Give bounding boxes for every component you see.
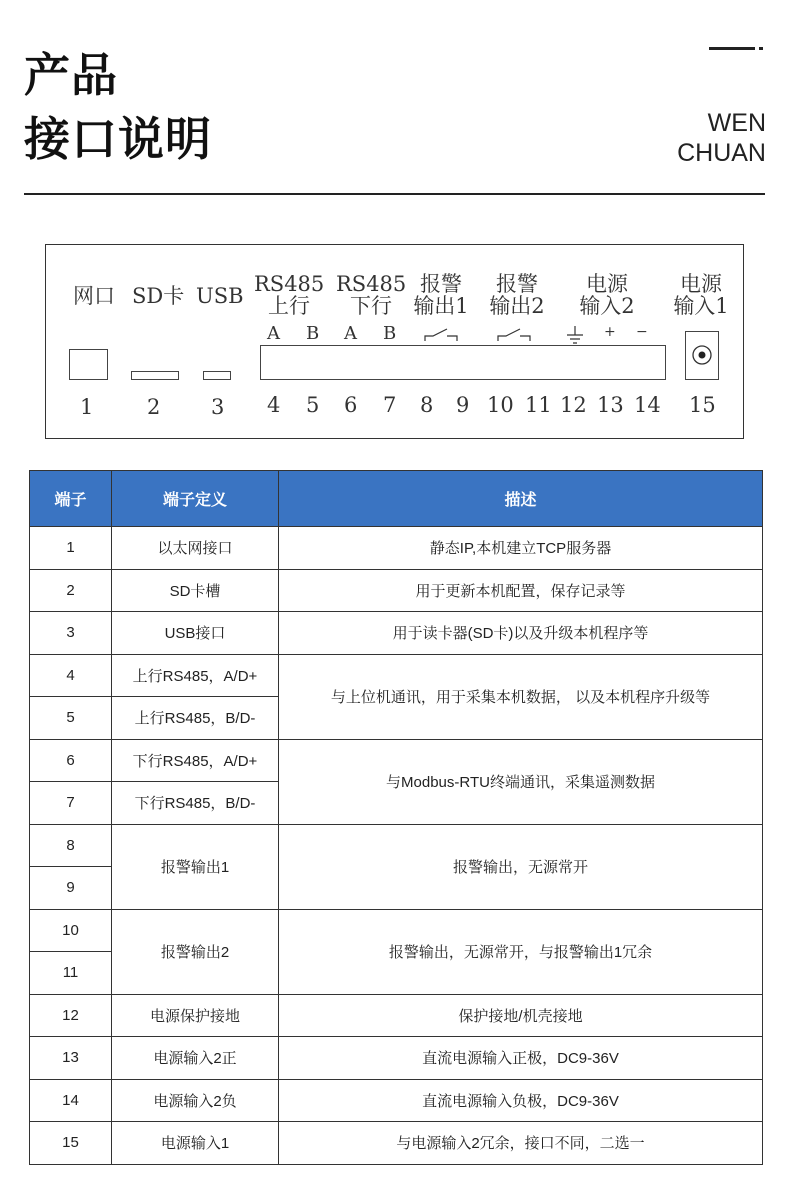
- cell-definition: 以太网接口: [112, 527, 279, 570]
- cell-definition: 下行RS485，A/D+: [112, 739, 279, 782]
- switch-symbol-icon: [423, 325, 465, 343]
- cell-description: 与电源输入2冗余，接口不同，二选一: [279, 1122, 763, 1165]
- label-power2-1: 电源: [586, 272, 628, 296]
- label-power1-1: 电源: [680, 272, 722, 296]
- cell-definition: 电源输入2正: [112, 1037, 279, 1080]
- brand-dot: [759, 47, 763, 50]
- cell-terminal: 5: [30, 697, 112, 740]
- cell-definition: 上行RS485，B/D-: [112, 697, 279, 740]
- terminal-number: 6: [344, 393, 358, 417]
- terminal-number: 15: [689, 393, 716, 417]
- table-row: [30, 527, 763, 570]
- table-row: [30, 909, 763, 952]
- terminal-number: 12: [560, 393, 587, 417]
- label-alarm2-1: 报警: [496, 272, 538, 296]
- cell-description: 保护接地/机壳接地: [279, 994, 763, 1037]
- cell-terminal: 14: [30, 1079, 112, 1122]
- switch-symbol-icon: [496, 325, 538, 343]
- label-usb: USB: [196, 284, 244, 308]
- terminal-number: 4: [267, 393, 281, 417]
- cell-terminal: 1: [30, 527, 112, 570]
- label-alarm1-2: 输出1: [413, 294, 469, 318]
- table-row: [30, 1037, 763, 1080]
- table-row: [30, 1079, 763, 1122]
- label-alarm2-2: 输出2: [489, 294, 545, 318]
- table-row: [30, 569, 763, 612]
- pin-mark-b-up: B: [306, 323, 320, 344]
- ground-icon: [564, 325, 586, 345]
- pin-mark-plus: +: [604, 324, 616, 340]
- cell-definition: USB接口: [112, 612, 279, 655]
- table-row: [30, 824, 763, 867]
- terminal-number: 1: [80, 395, 94, 419]
- interface-table: [29, 470, 763, 1165]
- cell-definition: 下行RS485，B/D-: [112, 782, 279, 825]
- cell-terminal: 15: [30, 1122, 112, 1165]
- interface-panel-diagram: [45, 244, 744, 439]
- cell-description: 用于更新本机配置，保存记录等: [279, 569, 763, 612]
- cell-description: 与Modbus-RTU终端通讯，采集遥测数据: [279, 739, 763, 824]
- cell-definition: 电源保护接地: [112, 994, 279, 1037]
- table-row: [30, 1122, 763, 1165]
- page-title-line2: 接口说明: [24, 112, 212, 166]
- cell-definition: 电源输入2负: [112, 1079, 279, 1122]
- cell-definition: 报警输出2: [112, 909, 279, 994]
- brand-line1: WEN: [707, 109, 766, 137]
- label-rs485-down-1: RS485: [336, 272, 407, 296]
- header-divider: [24, 193, 765, 195]
- cell-definition: 报警输出1: [112, 824, 279, 909]
- terminal-number: 11: [525, 393, 552, 417]
- column-header-terminal: 端子: [30, 471, 112, 527]
- sd-slot: [131, 371, 179, 380]
- terminal-number: 2: [147, 395, 161, 419]
- label-rs485-up-1: RS485: [254, 272, 325, 296]
- label-sd: SD卡: [132, 284, 185, 308]
- cell-description: 静态IP,本机建立TCP服务器: [279, 527, 763, 570]
- pin-mark-a-down: A: [344, 323, 357, 344]
- brand-dash: [709, 47, 755, 50]
- dc-jack: [685, 331, 719, 380]
- cell-terminal: 13: [30, 1037, 112, 1080]
- table-row: [30, 739, 763, 782]
- label-power1-2: 输入1: [673, 294, 729, 318]
- label-lan: 网口: [73, 284, 115, 308]
- brand-line2: CHUAN: [677, 139, 766, 167]
- terminal-block: [260, 345, 666, 380]
- cell-description: 用于读卡器(SD卡)以及升级本机程序等: [279, 612, 763, 655]
- dc-jack-icon: [690, 343, 714, 367]
- cell-terminal: 10: [30, 909, 112, 952]
- label-rs485-down-2: 下行: [350, 294, 392, 318]
- terminal-number: 3: [211, 395, 225, 419]
- lan-port: [69, 349, 108, 380]
- cell-definition: 上行RS485，A/D+: [112, 654, 279, 697]
- label-rs485-up-2: 上行: [268, 294, 310, 318]
- cell-terminal: 2: [30, 569, 112, 612]
- cell-description: 直流电源输入正极，DC9-36V: [279, 1037, 763, 1080]
- label-power2-2: 输入2: [579, 294, 635, 318]
- cell-description: 报警输出，无源常开，与报警输出1冗余: [279, 909, 763, 994]
- cell-definition: SD卡槽: [112, 569, 279, 612]
- cell-terminal: 8: [30, 824, 112, 867]
- page-title-line1: 产品: [24, 48, 118, 102]
- terminal-number: 9: [456, 393, 470, 417]
- column-header-description: 描述: [279, 471, 763, 527]
- cell-terminal: 7: [30, 782, 112, 825]
- cell-terminal: 12: [30, 994, 112, 1037]
- cell-terminal: 9: [30, 867, 112, 910]
- terminal-number: 8: [420, 393, 434, 417]
- table-row: [30, 612, 763, 655]
- pin-mark-a-up: A: [267, 323, 280, 344]
- table-row: [30, 654, 763, 697]
- table-row: [30, 994, 763, 1037]
- table-header-row: [30, 471, 763, 527]
- terminal-number: 14: [634, 393, 661, 417]
- label-alarm1-1: 报警: [420, 272, 462, 296]
- terminal-number: 7: [383, 393, 397, 417]
- terminal-number: 10: [487, 393, 514, 417]
- cell-terminal: 6: [30, 739, 112, 782]
- cell-description: 与上位机通讯，用于采集本机数据， 以及本机程序升级等: [279, 654, 763, 739]
- cell-description: 直流电源输入负极，DC9-36V: [279, 1079, 763, 1122]
- cell-description: 报警输出，无源常开: [279, 824, 763, 909]
- column-header-definition: 端子定义: [112, 471, 279, 527]
- cell-terminal: 4: [30, 654, 112, 697]
- terminal-number: 13: [597, 393, 624, 417]
- pin-mark-minus: −: [636, 324, 648, 340]
- terminal-number: 5: [306, 393, 320, 417]
- pin-mark-b-down: B: [383, 323, 397, 344]
- cell-terminal: 11: [30, 952, 112, 995]
- cell-terminal: 3: [30, 612, 112, 655]
- usb-port: [203, 371, 231, 380]
- cell-definition: 电源输入1: [112, 1122, 279, 1165]
